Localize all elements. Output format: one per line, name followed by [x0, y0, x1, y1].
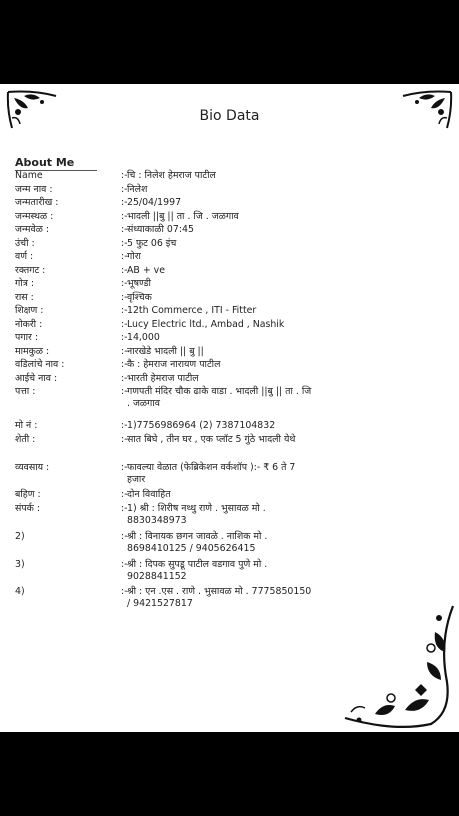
field-separator: :-: [121, 586, 128, 597]
field-label: Name: [15, 170, 43, 181]
field-value: नारखेडे भादली || बु ||: [127, 345, 204, 357]
field-label: व्यवसाय :: [15, 462, 50, 473]
field-value: दोन विवाहित: [127, 489, 171, 500]
field-separator: :-: [121, 224, 128, 235]
field-separator: :-: [121, 372, 128, 384]
field-label: जन्म नाव :: [15, 183, 53, 195]
field-value: सात बिघे , तीन घर , एक प्लॉट 5 गुंठे भादली येथे: [127, 434, 296, 445]
field-separator: :-: [121, 183, 128, 195]
field-label: नोकरी :: [15, 318, 43, 330]
field-separator: :-: [121, 318, 128, 330]
top-letterbox: [0, 0, 459, 84]
field-separator: :-: [121, 559, 128, 570]
field-value: संध्याकाळी 07:45: [127, 224, 194, 235]
field-separator: :-: [121, 251, 128, 262]
field-separator: :-: [121, 291, 128, 303]
field-separator: :-: [121, 345, 128, 357]
field-value: 1) श्री : शिरीष नथ्थु राणे . भुसावळ मो . 8830348973: [127, 503, 266, 526]
field-value: गणपती मंदिर चौक ढाके वाडा . भादली ||बु || ता . जि . जळगाव: [127, 386, 312, 409]
field-separator: :-: [121, 434, 128, 445]
field-value: चि : निलेश हेमराज पाटील: [127, 170, 216, 181]
field-label: पत्ता :: [15, 386, 36, 397]
field-value: भूषण्डी: [127, 278, 151, 289]
field-value: कै : हेमराज नारायण पाटील: [127, 359, 221, 370]
field-separator: :-: [121, 420, 128, 431]
field-value: भादली ||बु || ता . जि . जळगाव: [127, 210, 239, 222]
field-label: गोत्र :: [15, 278, 35, 289]
field-separator: :-: [121, 462, 128, 473]
field-value: AB + ve: [127, 264, 165, 276]
field-label: रास :: [15, 291, 34, 303]
field-value: 12th Commerce , ITI - Fitter: [127, 305, 257, 316]
field-label: बहिण :: [15, 489, 41, 500]
field-label: वर्ण :: [15, 251, 34, 262]
field-value: 25/04/1997: [127, 197, 182, 208]
field-separator: :-: [121, 197, 128, 208]
bottom-letterbox: [0, 732, 459, 816]
field-separator: :-: [121, 278, 128, 289]
biodata-page: [0, 84, 459, 732]
field-label: उंची :: [15, 237, 35, 249]
field-separator: :-: [121, 237, 128, 249]
field-value: श्री : दिपक सुपडू पाटील वडगाव पुणे मो . 9028841152: [127, 559, 268, 582]
field-separator: :-: [121, 503, 128, 514]
field-label: 4): [15, 586, 25, 597]
corner-ornament-bottom-right-icon: [335, 602, 457, 730]
field-separator: :-: [121, 305, 128, 316]
field-value: 14,000: [127, 332, 160, 343]
field-separator: :-: [121, 359, 128, 370]
field-value: Lucy Electric ltd., Ambad , Nashik: [127, 318, 285, 330]
field-value: वृश्चिक: [127, 291, 152, 303]
field-value: फावल्या वेळात (फेब्रिकेशन वर्कशॉप ):- ₹ 6 ते 7 हजार: [127, 462, 296, 485]
field-label: वडिलांचे नाव :: [15, 359, 65, 370]
field-label: जन्मस्थळ :: [15, 210, 54, 222]
field-separator: :-: [121, 170, 128, 181]
field-label: शिक्षण :: [15, 305, 44, 316]
field-value: श्री : एन .एस . राणे . भुसावळ मो . 7775850150 / 9421527817: [127, 586, 312, 609]
field-label: मो नं :: [15, 420, 38, 431]
field-separator: :-: [121, 489, 128, 500]
field-value: निलेश: [127, 183, 148, 195]
field-label: पगार :: [15, 332, 39, 343]
field-label: जन्मतारीख :: [15, 197, 59, 208]
field-label: जन्मवेळ :: [15, 224, 50, 235]
field-separator: :-: [121, 264, 128, 276]
field-separator: :-: [121, 210, 128, 222]
field-value: भारती हेमराज पाटील: [127, 372, 199, 384]
field-label: आईचे नाव :: [15, 372, 58, 384]
section-heading-about-me: About Me: [15, 156, 97, 171]
field-label: 2): [15, 531, 25, 542]
field-label: संपर्क :: [15, 503, 41, 514]
page-title: Bio Data: [199, 108, 260, 124]
field-value: गोरा: [127, 251, 141, 262]
field-separator: :-: [121, 386, 128, 397]
field-label: 3): [15, 559, 25, 570]
field-label: रक्तगट :: [15, 264, 46, 276]
field-label: शेती :: [15, 434, 36, 445]
field-label: मामकुळ :: [15, 345, 50, 357]
field-value: 5 फुट 06 इंच: [127, 237, 177, 249]
field-value: श्री : विनायक छगन जावळे . नाशिक मो . 8698410125 / 9405626415: [127, 531, 268, 554]
field-separator: :-: [121, 332, 128, 343]
field-value: 1)7756986964 (2) 7387104832: [127, 420, 276, 431]
field-separator: :-: [121, 531, 128, 542]
